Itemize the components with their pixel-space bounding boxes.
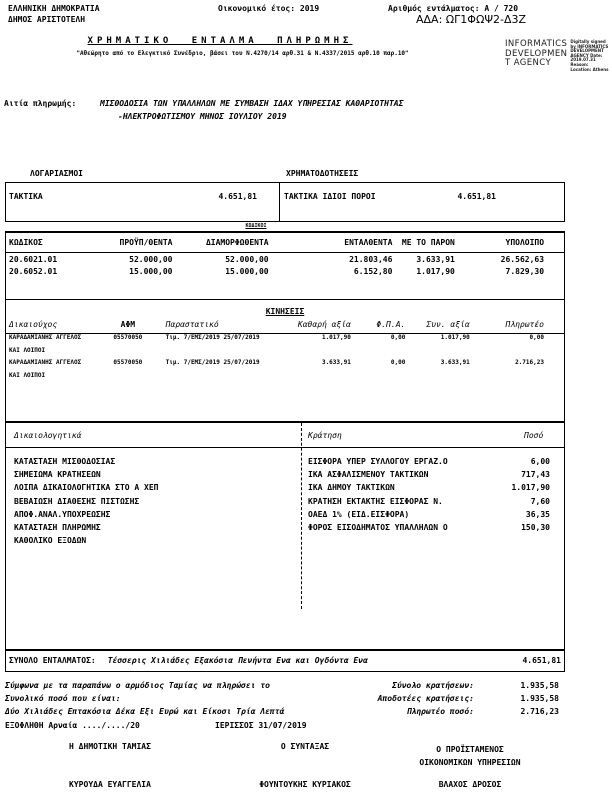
movements-header-vat: Φ.Π.Α.: [376, 320, 406, 329]
balance-cell: 26.562,63: [500, 255, 545, 264]
funding-row-amount: 4.651,81: [457, 192, 496, 201]
codes-box: [5, 231, 565, 300]
deductions-list: [308, 455, 564, 534]
deductions-amount-header: Ποσό: [524, 431, 544, 440]
afm-cell: 05570050: [113, 334, 143, 341]
head-title-line1: Ο ΠΡΟΪΣΤΑΜΕΝΟΣ: [436, 745, 504, 754]
movements-title-wrap: [6, 308, 564, 316]
code-cell: 20.6052.01: [9, 267, 58, 276]
summary-line-2: [5, 695, 562, 703]
movements-box: [5, 300, 565, 422]
ada-code: ΑΔΑ: ΩΓ1ΦΩΨ2-Δ3Ζ: [416, 13, 527, 26]
deduction-label: ΙΚΑ ΑΣΦΑΛΙΣΜΕΝΟΥ ΤΑΚΤΙΚΩΝ: [308, 470, 429, 480]
payable-amount: 2.716,23: [520, 707, 559, 716]
deduction-amount: 150,30: [521, 523, 550, 533]
total-cell: 3.633,91: [440, 359, 470, 366]
summary-text-3: Δύο Χιλιάδες Επτακόσια Δέκα Εξι Ευρώ και Είκοσι Τρία Λεπτά: [5, 707, 285, 716]
document-cell: Τιμ. 7/ΕΜΣ/2019 25/07/2019: [165, 334, 260, 341]
deductions-total-amount: 1.935,58: [520, 681, 559, 690]
codes-box-label: ΚΩΔΙΚΟΙ: [245, 223, 267, 229]
document-cell: Τιμ. 7/ΕΜΣ/2019 25/07/2019: [165, 359, 260, 366]
table-row: [308, 521, 564, 534]
deduction-amount: 7,60: [530, 496, 550, 506]
warrant-number: Αριθμός εντάλματος: Α / 720: [388, 4, 519, 13]
codes-header-current: ΜΕ ΤΟ ΠΑΡΟΝ: [401, 238, 455, 247]
municipality-title: ΔΗΜΟΣ ΑΡΙΣΤΟΤΕΛΗ: [8, 15, 86, 24]
beneficiary-extra: ΚΑΙ ΛΟΙΠΟΙ: [9, 372, 46, 379]
documents-deductions-divider: [301, 423, 302, 609]
balance-cell: 7.829,30: [505, 267, 545, 276]
list-item: ΚΑΤΑΣΤΑΣΗ ΠΛΗΡΩΜΗΣ: [14, 523, 101, 533]
summary-line-1: [5, 682, 562, 690]
accounts-funding-divider: [279, 183, 280, 221]
funding-row-label: ΤΑΚΤΙΚΑ ΙΔΙΟΙ ΠΟΡΟΙ: [284, 192, 376, 201]
table-row: [308, 455, 564, 468]
head-name: ΒΛΑΧΟΣ ΔΡΟΣΟΣ: [438, 780, 502, 789]
table-row: [6, 268, 564, 276]
payable-deductions-amount: 1.935,58: [520, 694, 559, 703]
warranted-cell: 6.152,80: [353, 267, 393, 276]
treasurer-name: ΚΥΡΟΥΔΑ ΕΥΑΓΓΕΛΙΑ: [69, 780, 151, 789]
movements-header-net: Καθαρή αξία: [297, 320, 351, 329]
author-name: ΦΟΥΝΤΟΥΚΗΣ ΚΥΡΙΑΚΟΣ: [259, 780, 351, 789]
payable-cell: 0,00: [529, 334, 544, 341]
country-title: ΕΛΛΗΝΙΚΗ ΔΗΜΟΚΡΑΤΙΑ: [8, 4, 100, 13]
deduction-label: ΦΟΡΟΣ ΕΙΣΟΔΗΜΑΤΟΣ ΥΠΑΛΛΗΛΩΝ Ο: [308, 523, 448, 533]
deduction-amount: 36,35: [525, 509, 550, 519]
codes-header-formed: ΔΙΑΜΟΡΦΩΘΕΝΤΑ: [205, 238, 269, 247]
deduction-label: ΚΡΑΤΗΣΗ ΕΚΤΑΚΤΗΣ ΕΙΣΦΟΡΑΣ Ν.: [308, 496, 443, 506]
codes-header-row: [6, 239, 564, 247]
list-item: ΑΠΟΦ.ΑΝΑΛ.ΥΠΟΧΡΕΩΣΗΣ: [14, 509, 111, 519]
list-item: ΚΑΤΑΣΤΑΣΗ ΜΙΣΘΟΔΟΣΙΑΣ: [14, 457, 116, 466]
summary-line-3: [5, 708, 562, 716]
movements-header-row: [6, 321, 564, 329]
list-item: ΣΗΜΕΙΩΜΑ ΚΡΑΤΗΣΕΩΝ: [14, 470, 101, 480]
place-date: ΙΕΡΙΣΣΟΣ 31/07/2019: [215, 721, 307, 730]
author-title: Ο ΣΥΝΤΑΞΑΣ: [280, 742, 330, 751]
table-row: [308, 481, 564, 494]
document-subtitle: "Αθεώρητο από το Ελεγκτικό Συνέδριο, βάσει του Ν.4270/14 αρθ.31 & Ν.4337/2015 αρθ.10 παρ.10": [76, 50, 409, 57]
documents-header-rule: [6, 447, 564, 448]
funding-row: [280, 193, 566, 201]
stamp-agency-name: INFORMATICS DEVELOPMEN T AGENCY: [505, 39, 568, 68]
head-signature-block: [385, 743, 555, 769]
list-item: ΚΑΘΟΛΙΚΟ ΕΞΟΔΩΝ: [14, 536, 87, 546]
stamp-signature-text: Digitally signed by INFORMATICS DEVELOPMENT AGENCY Date: 2019.07.31 Reason: Location: Athens: [570, 39, 609, 72]
table-row: [6, 360, 564, 366]
warrant-total-label: ΣΥΝΟΛΟ ΕΝΤΑΛΜΑΤΟΣ:: [9, 656, 96, 665]
code-cell: 20.6021.01: [9, 255, 58, 264]
movements-header-total: Συν. αξία: [426, 320, 470, 329]
table-row: [308, 468, 564, 481]
movements-header-afm: ΑΦΜ: [120, 320, 136, 329]
list-item: ΛΟΙΠΑ ΔΙΚΑΙΟΛΟΓΗΤΙΚΑ ΣΤΟ Α ΧΕΠ: [14, 483, 159, 493]
summary-text-1: Σύμφωνα με τα παραπάνω ο αρμόδιος Ταμίας να πληρώσει το: [5, 681, 270, 690]
movements-header-document: Παραστατικό: [165, 320, 219, 329]
deduction-amount: 6,00: [530, 457, 550, 466]
table-row: [308, 495, 564, 508]
deduction-amount: 1.017,90: [511, 483, 550, 493]
total-cell: 1.017,90: [440, 334, 470, 341]
table-row: [308, 508, 564, 521]
net-cell: 1.017,90: [321, 334, 351, 341]
vat-cell: 0,00: [390, 359, 406, 366]
warrant-total-words: Τέσσερις Χιλιάδες Εξακόσια Πενήντα Ενα και Ογδόντα Ενα: [107, 656, 368, 665]
payment-reason-line2: -ΗΛΕΚΤΡΟΦΩΤΙΣΜΟΥ ΜΗΝΟΣ ΙΟΥΛΙΟΥ 2019: [118, 112, 287, 121]
warranted-cell: 21.803,46: [349, 255, 393, 264]
warrant-total-box: [5, 650, 565, 672]
treasurer-signature-block: [20, 743, 200, 751]
accounts-funding-box: [5, 182, 565, 222]
fiscal-year: Οικονομικό έτος: 2019: [218, 4, 320, 13]
beneficiary-extra: ΚΑΙ ΛΟΙΠΟΙ: [9, 347, 46, 354]
vat-cell: 0,00: [390, 334, 406, 341]
list-item: ΒΕΒΑΙΩΣΗ ΔΙΑΘΕΣΗΣ ΠΙΣΤΩΣΗΣ: [14, 496, 140, 506]
table-row: [6, 256, 564, 264]
deductions-header: Κράτηση: [308, 431, 342, 440]
codes-header-warranted: ΕΝΤΑΛΘΕΝΤΑ: [344, 238, 393, 247]
codes-header-code: ΚΩΔΙΚΟΣ: [9, 238, 43, 247]
movements-header-payable: Πληρωτέο: [505, 320, 544, 329]
documents-list: [14, 455, 299, 547]
head-title-line2: ΟΙΚΟΝΟΜΙΚΩΝ ΥΠΗΡΕΣΙΩΝ: [419, 758, 521, 767]
payable-label: Πληρωτέο ποσό:: [406, 707, 474, 716]
accounts-row-amount: 4.651,81: [218, 192, 257, 201]
movements-title: ΚΙΝΗΣΕΙΣ: [265, 307, 305, 316]
document-title-wrap: [0, 37, 440, 46]
summary-text-2: Συνολικό ποσό που είναι:: [5, 694, 121, 703]
codes-header-balance: ΥΠΟΛΟΙΠΟ: [505, 238, 545, 247]
payment-reason-line1: ΜΙΣΘΟΔΟΣΙΑ ΤΩΝ ΥΠΑΛΛΗΛΩΝ ΜΕ ΣΥΜΒΑΣΗ ΙΔΑΧ ΥΠΗΡΕΣΙΑΣ ΚΑΘΑΡΙΟΤΗΤΑΣ: [100, 99, 404, 108]
deduction-label: ΕΙΣΦΟΡΑ ΥΠΕΡ ΣΥΛΛΟΓΟΥ ΕΡΓΑΖ.Ο: [308, 457, 448, 466]
codes-header-rule: [6, 252, 564, 253]
treasurer-title: Η ΔΗΜΟΤΙΚΗ ΤΑΜΙΑΣ: [69, 742, 151, 751]
document-title: ΧΡΗΜΑΤΙΚΟ ΕΝΤΑΛΜΑ ΠΛΗΡΩΜΗΣ: [87, 36, 353, 46]
movements-header-rule: [6, 333, 564, 334]
deductions-total-label: Σύνολο κρατήσεων:: [392, 681, 474, 690]
deduction-label: ΙΚΑ ΔΗΜΟΥ ΤΑΚΤΙΚΩΝ: [308, 483, 395, 493]
movements-header-beneficiary: Δικαιούχος: [9, 320, 58, 329]
payable-cell: 2.716,23: [515, 359, 544, 366]
documents-header: Δικαιολογητικά: [14, 431, 82, 440]
accounts-section-label: ΛΟΓΑΡΙΑΣΜΟΙ: [30, 169, 83, 178]
funding-section-label: ΧΡΗΜΑΤΟΔΟΤΗΣΕΙΣ: [286, 169, 359, 178]
warrant-total-amount: 4.651,81: [522, 656, 561, 665]
budgeted-cell: 52.000,00: [129, 255, 173, 264]
table-row: [6, 335, 564, 341]
paid-stamp-line: ΕΞΟΦΛΗΘΗ Αρναία ..../..../20: [5, 721, 140, 730]
author-signature-block: [210, 743, 400, 751]
payable-deductions-label: Αποδοτέες κρατήσεις:: [377, 694, 474, 703]
codes-header-budgeted: ΠΡΟΫΠ/ΘΕΝΤΑ: [119, 238, 173, 247]
afm-cell: 05570050: [113, 359, 143, 366]
beneficiary-cell: ΚΑΡΑΔΑΜΙΑΝΗΣ ΑΓΓΕΛΟΣ: [9, 359, 82, 366]
deduction-amount: 717,43: [521, 470, 550, 480]
budgeted-cell: 15.000,00: [129, 267, 173, 276]
formed-cell: 52.000,00: [225, 255, 269, 264]
payment-reason-label: Αιτία πληρωμής:: [4, 99, 77, 108]
current-cell: 1.017,90: [416, 267, 455, 276]
accounts-row: [6, 193, 279, 201]
net-cell: 3.633,91: [321, 359, 351, 366]
diavgeia-stamp: [505, 40, 610, 72]
formed-cell: 15.000,00: [225, 267, 269, 276]
current-cell: 3.633,91: [416, 255, 455, 264]
beneficiary-cell: ΚΑΡΑΔΑΜΙΑΝΗΣ ΑΓΓΕΛΟΣ: [9, 334, 82, 341]
documents-deductions-box: [5, 422, 565, 650]
accounts-row-label: ΤΑΚΤΙΚΑ: [9, 192, 43, 201]
deduction-label: ΟΑΕΔ 1% (ΕΙΔ.ΕΙΣΦΟΡΑ): [308, 509, 410, 519]
